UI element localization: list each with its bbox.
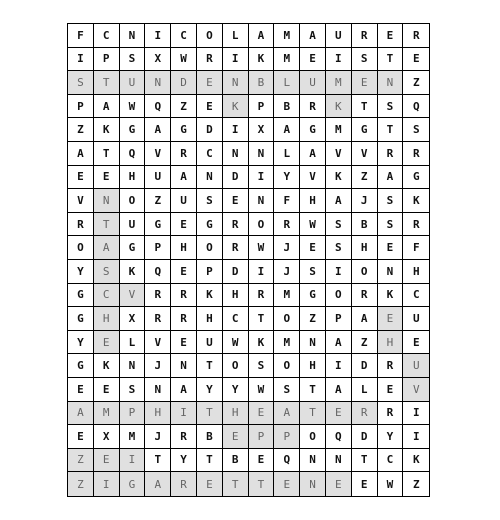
- grid-cell[interactable]: Z: [412, 477, 420, 491]
- grid-cell[interactable]: I: [68, 48, 94, 72]
- word-search-grid: [67, 23, 430, 497]
- grid-cell[interactable]: I: [223, 118, 249, 142]
- grid-cell[interactable]: V: [352, 142, 378, 166]
- grid-cell[interactable]: I: [326, 260, 352, 284]
- grid-cell[interactable]: R: [352, 284, 378, 308]
- grid-cell[interactable]: Y: [68, 260, 94, 284]
- grid-cell[interactable]: M: [274, 331, 300, 355]
- grid-cell[interactable]: N: [300, 472, 326, 496]
- grid-cell[interactable]: H: [145, 402, 171, 426]
- grid-cell[interactable]: O: [352, 260, 378, 284]
- grid-cell[interactable]: Z: [68, 449, 94, 473]
- grid-cell[interactable]: P: [326, 307, 352, 331]
- grid-cell[interactable]: K: [403, 449, 429, 473]
- grid-cell[interactable]: Y: [274, 166, 300, 190]
- grid-cell[interactable]: Y: [378, 425, 404, 449]
- grid-cell[interactable]: R: [171, 142, 197, 166]
- grid-cell[interactable]: E: [378, 236, 404, 260]
- grid-cell[interactable]: S: [378, 95, 404, 119]
- grid-cell[interactable]: U: [120, 213, 146, 237]
- grid-cell[interactable]: M: [274, 48, 300, 72]
- grid-cell[interactable]: S: [120, 378, 146, 402]
- grid-cell[interactable]: N: [145, 71, 171, 95]
- grid-cell[interactable]: R: [300, 95, 326, 119]
- grid-cell[interactable]: S: [326, 213, 352, 237]
- grid-cell[interactable]: S: [378, 189, 404, 213]
- grid-cell[interactable]: E: [300, 236, 326, 260]
- grid-cell[interactable]: Y: [197, 378, 223, 402]
- grid-cell[interactable]: E: [68, 425, 94, 449]
- grid-cell[interactable]: W: [249, 378, 275, 402]
- grid-cell[interactable]: A: [171, 378, 197, 402]
- grid-cell[interactable]: P: [145, 236, 171, 260]
- grid-cell[interactable]: N: [326, 449, 352, 473]
- grid-cell[interactable]: O: [326, 284, 352, 308]
- grid-cell[interactable]: I: [326, 48, 352, 72]
- grid-cell[interactable]: D: [171, 71, 197, 95]
- grid-cell[interactable]: M: [326, 71, 352, 95]
- grid-cell[interactable]: I: [249, 260, 275, 284]
- grid-cell[interactable]: K: [326, 95, 352, 119]
- grid-cell[interactable]: R: [403, 142, 429, 166]
- grid-cell[interactable]: H: [94, 307, 120, 331]
- grid-cell[interactable]: E: [326, 472, 352, 496]
- grid-cell[interactable]: O: [274, 307, 300, 331]
- grid-cell[interactable]: R: [403, 213, 429, 237]
- grid-cell[interactable]: H: [120, 166, 146, 190]
- grid-cell[interactable]: H: [223, 402, 249, 426]
- grid-cell[interactable]: A: [352, 307, 378, 331]
- grid-cell[interactable]: A: [68, 142, 94, 166]
- grid-cell[interactable]: T: [197, 402, 223, 426]
- grid-cell[interactable]: G: [197, 213, 223, 237]
- grid-cell[interactable]: G: [300, 118, 326, 142]
- grid-cell[interactable]: E: [403, 48, 429, 72]
- grid-cell[interactable]: V: [326, 142, 352, 166]
- grid-cell[interactable]: E: [403, 331, 429, 355]
- grid-cell[interactable]: X: [249, 118, 275, 142]
- grid-cell[interactable]: P: [120, 402, 146, 426]
- grid-cell[interactable]: N: [120, 354, 146, 378]
- grid-cell[interactable]: T: [378, 48, 404, 72]
- grid-cell[interactable]: K: [403, 189, 429, 213]
- grid-cell[interactable]: M: [326, 118, 352, 142]
- grid-cell[interactable]: J: [274, 260, 300, 284]
- grid-cell[interactable]: C: [94, 24, 120, 48]
- grid-cell[interactable]: N: [197, 166, 223, 190]
- grid-cell[interactable]: S: [352, 48, 378, 72]
- grid-cell[interactable]: T: [378, 118, 404, 142]
- grid-cell[interactable]: L: [120, 331, 146, 355]
- grid-cell[interactable]: T: [197, 449, 223, 473]
- grid-cell[interactable]: F: [68, 24, 94, 48]
- grid-cell[interactable]: G: [300, 284, 326, 308]
- grid-cell[interactable]: E: [223, 189, 249, 213]
- grid-cell[interactable]: O: [223, 354, 249, 378]
- grid-cell[interactable]: N: [300, 331, 326, 355]
- grid-cell[interactable]: K: [249, 48, 275, 72]
- grid-cell[interactable]: V: [120, 284, 146, 308]
- grid-cell[interactable]: E: [171, 213, 197, 237]
- grid-cell[interactable]: K: [94, 118, 120, 142]
- grid-cell[interactable]: R: [274, 213, 300, 237]
- grid-cell[interactable]: O: [68, 236, 94, 260]
- grid-cell[interactable]: A: [300, 142, 326, 166]
- grid-cell[interactable]: L: [274, 142, 300, 166]
- grid-cell[interactable]: L: [274, 71, 300, 95]
- grid-cell[interactable]: I: [171, 402, 197, 426]
- grid-cell[interactable]: E: [274, 472, 300, 496]
- grid-cell[interactable]: T: [94, 71, 120, 95]
- grid-cell[interactable]: I: [326, 354, 352, 378]
- grid-cell[interactable]: R: [197, 48, 223, 72]
- grid-cell[interactable]: A: [300, 24, 326, 48]
- grid-cell[interactable]: L: [352, 378, 378, 402]
- grid-cell[interactable]: R: [378, 402, 404, 426]
- grid-cell[interactable]: N: [300, 449, 326, 473]
- grid-cell[interactable]: E: [378, 378, 404, 402]
- grid-cell[interactable]: S: [94, 260, 120, 284]
- grid-cell[interactable]: G: [120, 472, 146, 496]
- grid-cell[interactable]: K: [120, 260, 146, 284]
- grid-cell[interactable]: Q: [403, 95, 429, 119]
- grid-cell[interactable]: O: [274, 354, 300, 378]
- grid-cell[interactable]: M: [274, 24, 300, 48]
- grid-cell[interactable]: O: [120, 189, 146, 213]
- grid-cell[interactable]: E: [249, 449, 275, 473]
- grid-cell[interactable]: R: [68, 213, 94, 237]
- grid-cell[interactable]: Q: [326, 425, 352, 449]
- grid-cell[interactable]: S: [326, 236, 352, 260]
- grid-cell[interactable]: N: [378, 260, 404, 284]
- grid-cell[interactable]: K: [326, 166, 352, 190]
- grid-cell[interactable]: G: [68, 307, 94, 331]
- grid-cell[interactable]: B: [197, 425, 223, 449]
- grid-cell[interactable]: Z: [171, 95, 197, 119]
- grid-cell[interactable]: N: [378, 71, 404, 95]
- grid-cell[interactable]: T: [352, 449, 378, 473]
- grid-cell[interactable]: I: [120, 449, 146, 473]
- grid-cell[interactable]: I: [403, 425, 429, 449]
- grid-cell[interactable]: F: [274, 189, 300, 213]
- grid-cell[interactable]: Z: [352, 166, 378, 190]
- grid-cell[interactable]: W: [223, 331, 249, 355]
- grid-cell[interactable]: I: [249, 166, 275, 190]
- grid-cell[interactable]: U: [197, 331, 223, 355]
- grid-cell[interactable]: N: [223, 71, 249, 95]
- grid-cell[interactable]: R: [171, 472, 197, 496]
- grid-cell[interactable]: P: [68, 95, 94, 119]
- grid-cell[interactable]: N: [223, 142, 249, 166]
- grid-cell[interactable]: G: [68, 284, 94, 308]
- grid-cell[interactable]: L: [223, 24, 249, 48]
- grid-cell[interactable]: A: [171, 166, 197, 190]
- grid-cell[interactable]: E: [352, 472, 378, 496]
- grid-cell[interactable]: N: [249, 189, 275, 213]
- grid-cell[interactable]: A: [94, 236, 120, 260]
- grid-cell[interactable]: T: [352, 95, 378, 119]
- grid-cell[interactable]: Y: [68, 331, 94, 355]
- grid-cell[interactable]: T: [249, 472, 275, 496]
- grid-cell[interactable]: H: [171, 236, 197, 260]
- grid-cell[interactable]: I: [223, 48, 249, 72]
- grid-cell[interactable]: V: [145, 142, 171, 166]
- grid-cell[interactable]: A: [145, 118, 171, 142]
- grid-cell[interactable]: N: [94, 189, 120, 213]
- grid-cell[interactable]: Q: [145, 260, 171, 284]
- grid-cell[interactable]: A: [378, 166, 404, 190]
- grid-cell[interactable]: D: [352, 425, 378, 449]
- grid-cell[interactable]: O: [197, 24, 223, 48]
- grid-cell[interactable]: G: [403, 166, 429, 190]
- grid-cell[interactable]: B: [352, 213, 378, 237]
- grid-cell[interactable]: S: [197, 189, 223, 213]
- grid-cell[interactable]: G: [352, 118, 378, 142]
- grid-cell[interactable]: P: [197, 260, 223, 284]
- grid-cell[interactable]: C: [223, 307, 249, 331]
- grid-cell[interactable]: N: [120, 24, 146, 48]
- grid-cell[interactable]: V: [68, 189, 94, 213]
- grid-cell[interactable]: Z: [145, 189, 171, 213]
- grid-cell[interactable]: Q: [145, 95, 171, 119]
- grid-cell[interactable]: X: [94, 425, 120, 449]
- grid-cell[interactable]: A: [326, 189, 352, 213]
- grid-cell[interactable]: W: [249, 236, 275, 260]
- grid-cell[interactable]: R: [352, 24, 378, 48]
- grid-cell[interactable]: H: [403, 260, 429, 284]
- grid-cell[interactable]: R: [171, 284, 197, 308]
- grid-cell[interactable]: E: [68, 166, 94, 190]
- grid-cell[interactable]: T: [94, 213, 120, 237]
- grid-cell[interactable]: X: [145, 48, 171, 72]
- grid-cell[interactable]: U: [145, 166, 171, 190]
- grid-cell[interactable]: P: [274, 425, 300, 449]
- grid-cell[interactable]: U: [120, 71, 146, 95]
- grid-cell[interactable]: S: [403, 118, 429, 142]
- grid-cell[interactable]: K: [94, 354, 120, 378]
- grid-cell[interactable]: T: [223, 472, 249, 496]
- grid-cell[interactable]: K: [378, 284, 404, 308]
- grid-cell[interactable]: E: [326, 402, 352, 426]
- grid-cell[interactable]: A: [274, 402, 300, 426]
- grid-cell[interactable]: Y: [171, 449, 197, 473]
- grid-cell[interactable]: G: [120, 118, 146, 142]
- grid-cell[interactable]: T: [94, 142, 120, 166]
- grid-cell[interactable]: H: [197, 307, 223, 331]
- grid-cell[interactable]: P: [249, 425, 275, 449]
- grid-cell[interactable]: B: [249, 71, 275, 95]
- grid-cell[interactable]: R: [171, 425, 197, 449]
- grid-cell[interactable]: E: [171, 260, 197, 284]
- grid-cell[interactable]: V: [145, 331, 171, 355]
- grid-cell[interactable]: Q: [274, 449, 300, 473]
- grid-cell[interactable]: D: [223, 260, 249, 284]
- grid-cell[interactable]: W: [120, 95, 146, 119]
- grid-cell[interactable]: A: [326, 378, 352, 402]
- grid-cell[interactable]: R: [378, 354, 404, 378]
- grid-cell[interactable]: E: [94, 166, 120, 190]
- grid-cell[interactable]: E: [94, 331, 120, 355]
- grid-cell[interactable]: E: [68, 378, 94, 402]
- grid-cell[interactable]: R: [145, 307, 171, 331]
- grid-cell[interactable]: H: [223, 284, 249, 308]
- grid-cell[interactable]: I: [94, 472, 120, 496]
- grid-cell[interactable]: V: [403, 378, 429, 402]
- grid-cell[interactable]: S: [68, 71, 94, 95]
- grid-cell[interactable]: Y: [223, 378, 249, 402]
- grid-cell[interactable]: E: [94, 449, 120, 473]
- grid-cell[interactable]: S: [249, 354, 275, 378]
- grid-cell[interactable]: T: [300, 402, 326, 426]
- grid-cell[interactable]: T: [145, 449, 171, 473]
- grid-cell[interactable]: G: [68, 354, 94, 378]
- grid-cell[interactable]: E: [378, 24, 404, 48]
- grid-cell[interactable]: F: [403, 236, 429, 260]
- grid-cell[interactable]: J: [145, 354, 171, 378]
- grid-cell[interactable]: M: [274, 284, 300, 308]
- grid-cell[interactable]: H: [300, 189, 326, 213]
- grid-cell[interactable]: A: [68, 402, 94, 426]
- grid-cell[interactable]: Z: [352, 331, 378, 355]
- grid-cell[interactable]: I: [403, 402, 429, 426]
- grid-cell[interactable]: O: [249, 213, 275, 237]
- grid-cell[interactable]: R: [171, 307, 197, 331]
- grid-cell[interactable]: U: [300, 71, 326, 95]
- grid-cell[interactable]: U: [326, 24, 352, 48]
- grid-cell[interactable]: S: [274, 378, 300, 402]
- grid-cell[interactable]: X: [120, 307, 146, 331]
- grid-cell[interactable]: E: [197, 71, 223, 95]
- grid-cell[interactable]: J: [352, 189, 378, 213]
- grid-cell[interactable]: E: [352, 71, 378, 95]
- grid-cell[interactable]: G: [145, 213, 171, 237]
- grid-cell[interactable]: N: [171, 354, 197, 378]
- grid-cell[interactable]: R: [403, 24, 429, 48]
- grid-cell[interactable]: G: [120, 236, 146, 260]
- grid-cell[interactable]: J: [274, 236, 300, 260]
- grid-cell[interactable]: W: [300, 213, 326, 237]
- grid-cell[interactable]: Z: [403, 71, 429, 95]
- grid-cell[interactable]: C: [94, 284, 120, 308]
- grid-cell[interactable]: B: [223, 449, 249, 473]
- grid-cell[interactable]: C: [171, 24, 197, 48]
- grid-cell[interactable]: E: [171, 331, 197, 355]
- grid-cell[interactable]: R: [223, 236, 249, 260]
- grid-cell[interactable]: Z: [300, 307, 326, 331]
- grid-cell[interactable]: M: [120, 425, 146, 449]
- grid-cell[interactable]: A: [249, 24, 275, 48]
- grid-cell[interactable]: E: [378, 307, 404, 331]
- grid-cell[interactable]: G: [171, 118, 197, 142]
- grid-cell[interactable]: A: [274, 118, 300, 142]
- grid-cell[interactable]: M: [94, 402, 120, 426]
- grid-cell[interactable]: R: [352, 402, 378, 426]
- grid-cell[interactable]: R: [378, 142, 404, 166]
- grid-cell[interactable]: E: [94, 378, 120, 402]
- grid-cell[interactable]: Q: [120, 142, 146, 166]
- grid-cell[interactable]: D: [197, 118, 223, 142]
- grid-cell[interactable]: T: [300, 378, 326, 402]
- grid-cell[interactable]: O: [197, 236, 223, 260]
- grid-cell[interactable]: E: [197, 95, 223, 119]
- grid-cell[interactable]: S: [300, 260, 326, 284]
- grid-cell[interactable]: Z: [68, 118, 94, 142]
- grid-cell[interactable]: R: [145, 284, 171, 308]
- grid-cell[interactable]: A: [326, 331, 352, 355]
- grid-cell[interactable]: W: [171, 48, 197, 72]
- grid-cell[interactable]: E: [300, 48, 326, 72]
- grid-cell[interactable]: E: [249, 402, 275, 426]
- grid-cell[interactable]: P: [94, 48, 120, 72]
- grid-cell[interactable]: P: [249, 95, 275, 119]
- grid-cell[interactable]: A: [94, 95, 120, 119]
- grid-cell[interactable]: O: [300, 425, 326, 449]
- grid-cell[interactable]: S: [120, 48, 146, 72]
- grid-cell[interactable]: W: [378, 472, 404, 496]
- grid-cell[interactable]: H: [300, 354, 326, 378]
- grid-cell[interactable]: I: [145, 24, 171, 48]
- grid-cell[interactable]: N: [145, 378, 171, 402]
- grid-cell[interactable]: U: [403, 354, 429, 378]
- grid-cell[interactable]: C: [197, 142, 223, 166]
- grid-cell[interactable]: U: [403, 307, 429, 331]
- grid-cell[interactable]: T: [197, 354, 223, 378]
- grid-cell[interactable]: R: [249, 284, 275, 308]
- grid-cell[interactable]: H: [352, 236, 378, 260]
- grid-cell[interactable]: K: [223, 95, 249, 119]
- grid-cell[interactable]: U: [171, 189, 197, 213]
- grid-cell[interactable]: D: [223, 166, 249, 190]
- grid-cell[interactable]: N: [249, 142, 275, 166]
- grid-cell[interactable]: R: [223, 213, 249, 237]
- grid-cell[interactable]: K: [249, 331, 275, 355]
- grid-cell[interactable]: K: [197, 284, 223, 308]
- grid-cell[interactable]: H: [378, 331, 404, 355]
- grid-cell[interactable]: V: [300, 166, 326, 190]
- grid-cell[interactable]: E: [197, 472, 223, 496]
- grid-cell[interactable]: C: [378, 449, 404, 473]
- grid-cell[interactable]: A: [145, 472, 171, 496]
- grid-cell[interactable]: E: [223, 425, 249, 449]
- grid-cell[interactable]: B: [274, 95, 300, 119]
- grid-cell[interactable]: C: [403, 284, 429, 308]
- grid-cell[interactable]: D: [352, 354, 378, 378]
- grid-cell[interactable]: T: [249, 307, 275, 331]
- grid-cell[interactable]: Z: [68, 472, 94, 496]
- grid-cell[interactable]: J: [145, 425, 171, 449]
- grid-cell[interactable]: S: [378, 213, 404, 237]
